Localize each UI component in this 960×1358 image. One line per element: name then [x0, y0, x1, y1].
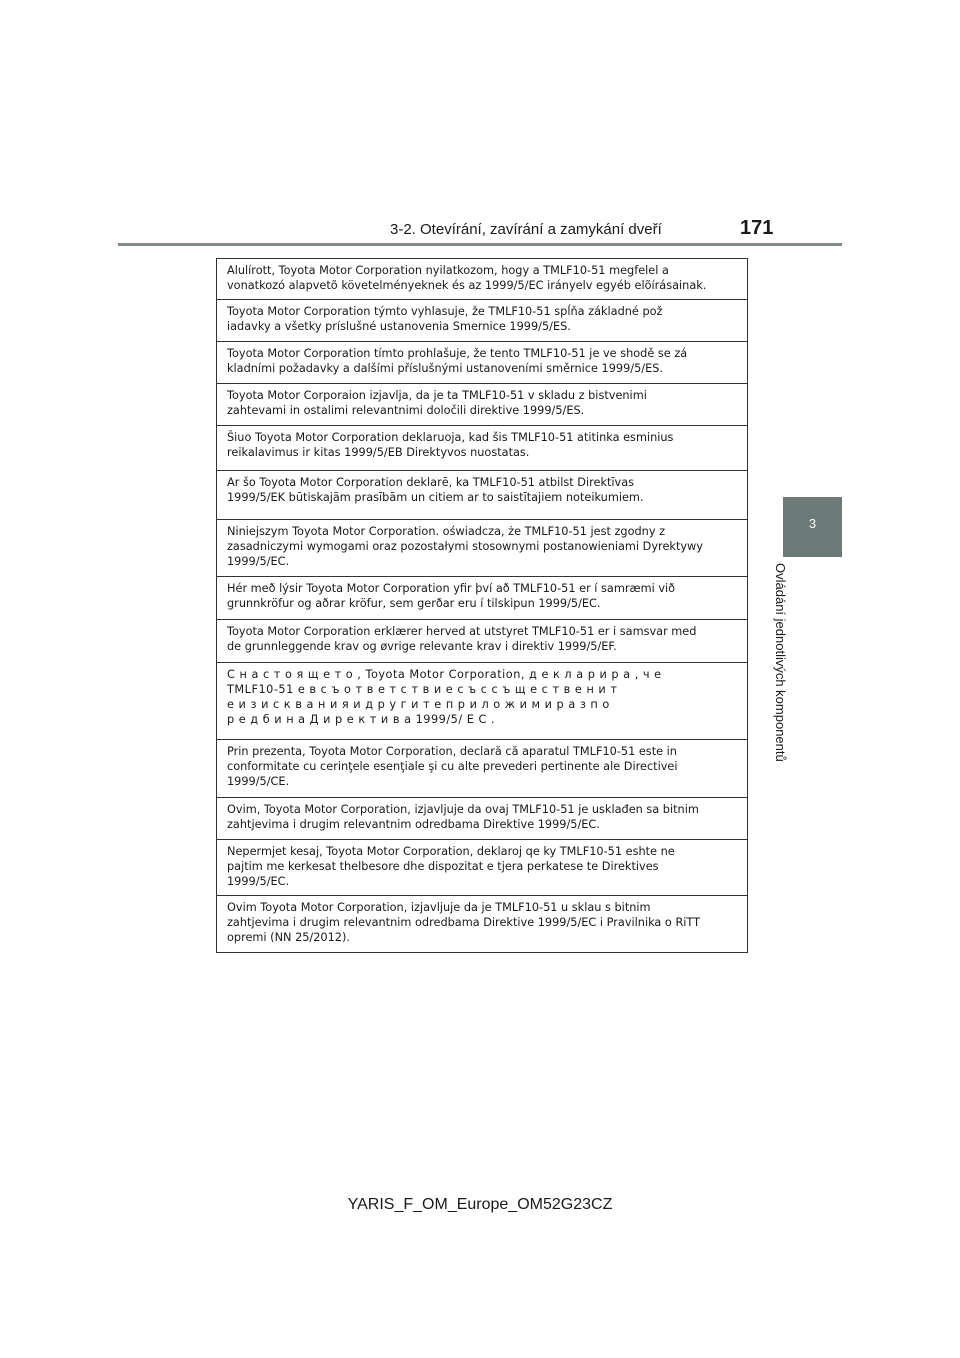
declaration-row: [217, 383, 747, 425]
declaration-line: zasadniczymi wymogami oraz pozostałymi stosownymi postanowieniami Dyrektywy: [227, 540, 703, 553]
declaration-line: reikalavimus ir kitas 1999/5/EB Direktyvos nuostatas.: [227, 446, 530, 459]
declaration-line: TMLF10-51 е в с ъ о т в е т с т в и е с ъ с с ъ щ е с т в е н и т: [227, 683, 618, 696]
declaration-line: С н а с т о я щ е т о , Toyota Motor Corporation, д е к л а р и р а , ч е: [227, 668, 662, 681]
declaration-line: Ar šo Toyota Motor Corporation deklarē, ka TMLF10-51 atbilst Direktīvas: [227, 476, 635, 489]
declaration-line: 1999/5/EK būtiskajām prasībām un citiem ar to saistītajiem noteikumiem.: [227, 491, 644, 504]
declaration-row: [217, 576, 747, 619]
declaration-line: Ovim, Toyota Motor Corporation, izjavljuje da ovaj TMLF10-51 je usklađen sa bitnim: [227, 803, 699, 816]
declaration-line: Niniejszym Toyota Motor Corporation. oświadcza, że TMLF10-51 jest zgodny z: [227, 525, 666, 538]
chapter-tab: [783, 497, 842, 557]
declaration-line: Toyota Motor Corporation týmto vyhlasuje, že TMLF10-51 spĺňa základné pož: [227, 305, 663, 318]
chapter-title-vertical: [773, 563, 818, 813]
declaration-row: [217, 895, 747, 952]
declaration-row: [217, 470, 747, 519]
declaration-row: [217, 519, 747, 576]
document-code: YARIS_F_OM_Europe_OM52G23CZ: [347, 1196, 613, 1213]
declaration-row: [217, 299, 747, 341]
declaration-row: [217, 425, 747, 470]
declarations-table: [216, 258, 748, 953]
declaration-line: zahtjevima i drugim relevantnim odredbama Direktive 1999/5/EC.: [227, 818, 600, 831]
declaration-line: Ovim Toyota Motor Corporation, izjavljuje da je TMLF10-51 u sklau s bitnim: [227, 901, 651, 914]
declaration-line: iadavky a všetky príslušné ustanovenia Smernice 1999/5/ES.: [227, 320, 571, 333]
declaration-line: Toyota Motor Corporaion izjavlja, da je ta TMLF10-51 v skladu z bistvenimi: [227, 389, 647, 402]
declaration-line: Toyota Motor Corporation erklærer herved at utstyret TMLF10-51 er i samsvar med: [227, 625, 697, 638]
declaration-line: 1999/5/CE.: [227, 775, 290, 788]
declaration-line: Alulírott, Toyota Motor Corporation nyilatkozom, hogy a TMLF10-51 megfelel a: [227, 264, 669, 277]
declaration-line: р е д б и н а Д и р е к т и в а 1999/5/ Е С .: [227, 713, 496, 726]
declaration-line: Hér með lýsir Toyota Motor Corporation yfir því að TMLF10-51 er í samræmi við: [227, 582, 676, 595]
chapter-title: Ovládání jednotlivých komponentů: [773, 563, 788, 762]
declaration-row: [217, 662, 747, 739]
declaration-row: [217, 619, 747, 662]
declaration-line: 1999/5/EC.: [227, 555, 290, 568]
declaration-line: Prin prezenta, Toyota Motor Corporation, declară că aparatul TMLF10-51 este in: [227, 745, 677, 758]
section-title: 3-2. Otevírání, zavírání a zamykání dveří: [390, 221, 662, 238]
header-divider: [118, 243, 842, 246]
declaration-line: vonatkozó alapvetõ követelményeknek és az 1999/5/EC irányelv egyéb elõírásainak.: [227, 279, 707, 292]
declaration-line: kladními požadavky a dalšími příslušnými ustanoveními směrnice 1999/5/ES.: [227, 362, 663, 375]
chapter-number: 3: [808, 516, 817, 531]
declaration-line: Nepermjet kesaj, Toyota Motor Corporation, deklaroj qe ky TMLF10-51 eshte ne: [227, 845, 675, 858]
declaration-row: [217, 839, 747, 895]
declaration-line: е и з и с к в а н и я и д р у г и т е п р и л о ж и м и р а з п о: [227, 698, 610, 711]
declaration-line: Toyota Motor Corporation tímto prohlašuje, že tento TMLF10-51 je ve shodě se zá: [227, 347, 688, 360]
declaration-row: [217, 259, 747, 299]
declaration-line: opremi (NN 25/2012).: [227, 931, 350, 944]
declaration-row: [217, 341, 747, 383]
declaration-line: pajtim me kerkesat thelbesore dhe dispozitat e tjera perkatese te Direktives: [227, 860, 659, 873]
declaration-line: grunnkröfur og aðrar kröfur, sem gerðar eru í tilskipun 1999/5/EC.: [227, 597, 601, 610]
declaration-line: conformitate cu cerinţele esenţiale şi cu alte prevederi pertinente ale Directivei: [227, 760, 678, 773]
page-number: 171: [740, 217, 774, 239]
declaration-line: zahtjevima i drugim relevantnim odredbama Direktive 1999/5/EC i Pravilnika o RiTT: [227, 916, 701, 929]
declaration-line: 1999/5/EC.: [227, 875, 290, 888]
declaration-row: [217, 797, 747, 839]
declaration-row: [217, 739, 747, 797]
declaration-line: de grunnleggende krav og øvrige relevante krav i direktiv 1999/5/EF.: [227, 640, 617, 653]
declaration-line: Šiuo Toyota Motor Corporation deklaruoja, kad šis TMLF10-51 atitinka esminius: [227, 431, 674, 444]
declaration-line: zahtevami in ostalimi relevantnimi določili direktive 1999/5/ES.: [227, 404, 585, 417]
